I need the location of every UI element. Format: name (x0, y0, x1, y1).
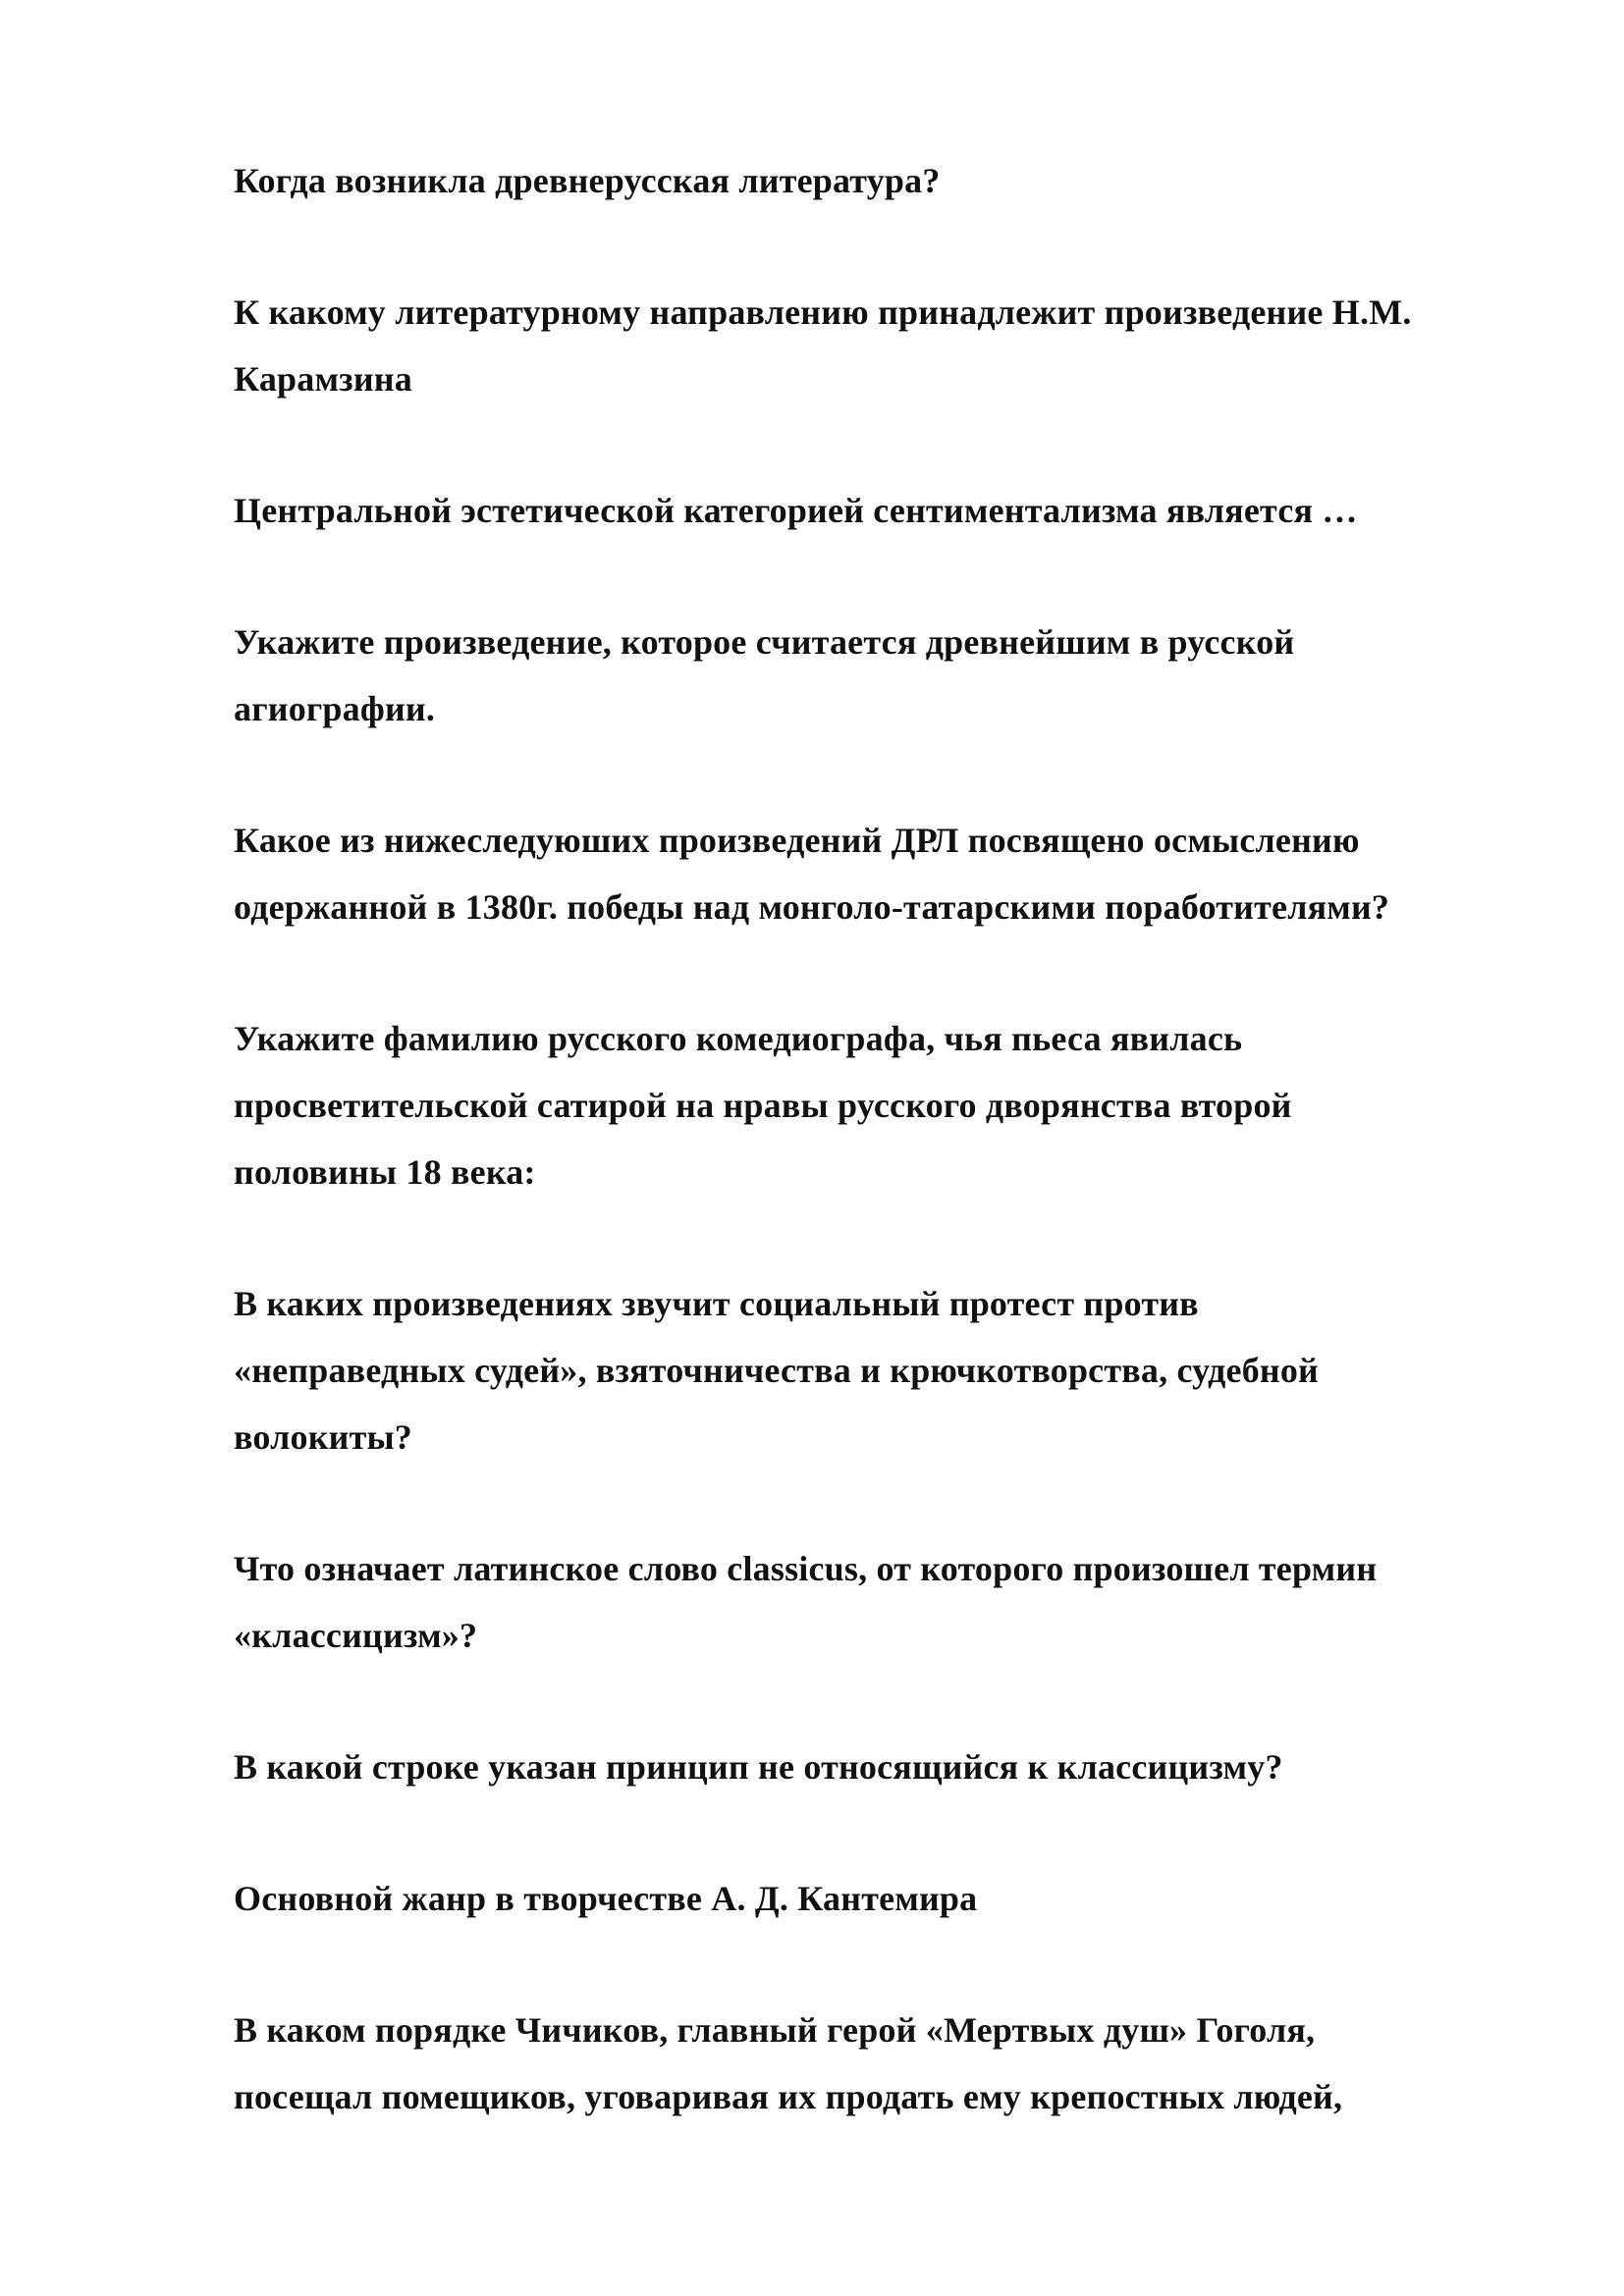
question-5: Какое из нижеследуюших произведений ДРЛ посвящено осмыслению одержанной в 1380г. победы над монголо-татарскими поработителями? (234, 821, 1390, 927)
question-7: В каких произведениях звучит социальный протест против «неправедных судей», взяточничества и крючкотворства, судебной волокиты? (234, 1284, 1319, 1457)
question-10: Основной жанр в творчестве А. Д. Кантемира (234, 1879, 978, 1918)
question-list (234, 147, 1530, 2195)
question-4: Укажите произведение, которое считается древнейшим в русской агиографии. (234, 622, 1295, 728)
question-1: Когда возникла древнерусская литература? (234, 161, 941, 200)
question-3: Центральной эстетической категорией сентиментализма является … (234, 491, 1358, 530)
question-9: В какой строке указан принцип не относящийся к классицизму? (234, 1747, 1283, 1787)
question-11: В каком порядке Чичиков, главный герой «Мертвых душ» Гоголя, посещал помещиков, уговаривая их продать ему крепостных людей, (234, 2010, 1343, 2116)
question-2: К какому литературному направлению принадлежит произведение Н.М. Карамзина (234, 293, 1412, 399)
question-8: Что означает латинское слово classicus, от которого произошел термин «классицизм»? (234, 1549, 1378, 1655)
question-6: Укажите фамилию русского комедиографа, чья пьеса явилась просветительской сатирой на нравы русского дворянства второй половины 18 века: (234, 1019, 1292, 1192)
